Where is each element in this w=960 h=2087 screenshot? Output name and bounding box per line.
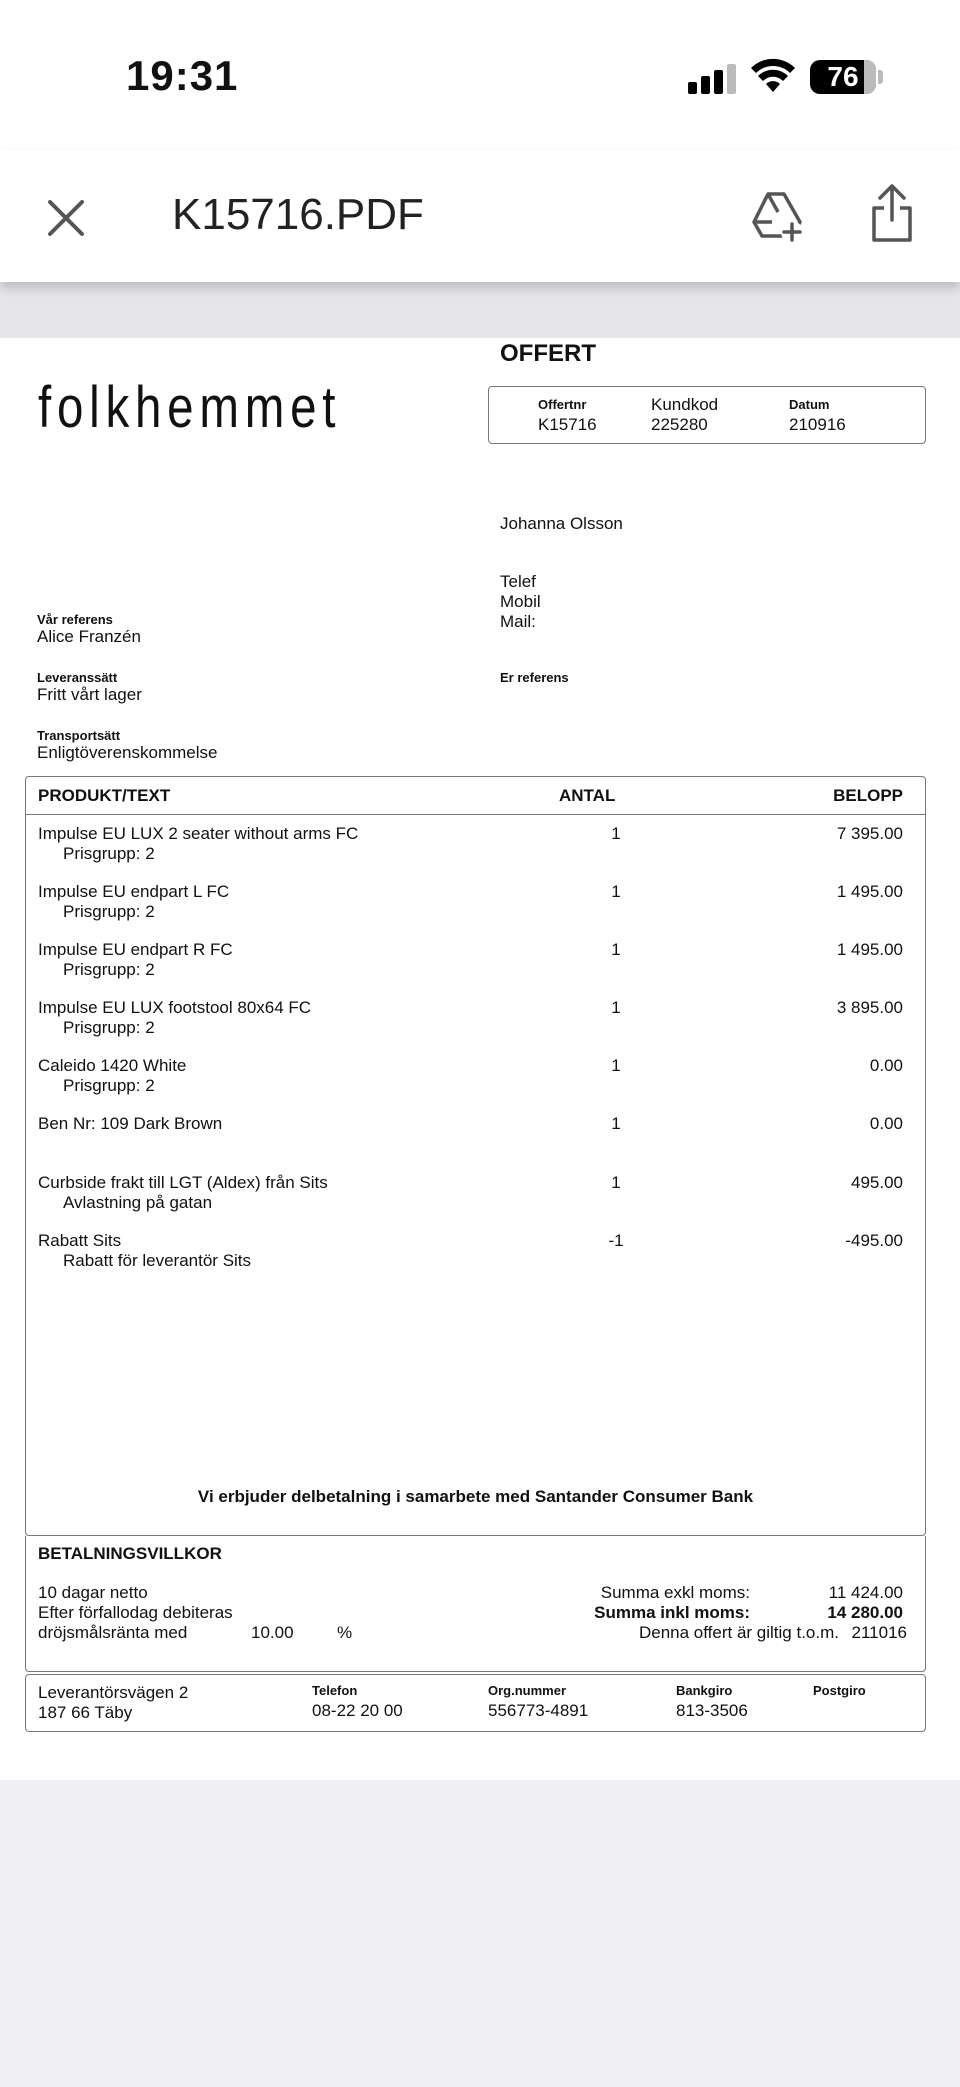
santander-note: Vi erbjuder delbetalning i samarbete med Santander Consumer Bank xyxy=(197,1487,754,1506)
terms-line-2: Efter förfallodag debiteras xyxy=(38,1603,233,1622)
battery-level: 76 xyxy=(827,61,859,92)
customer-code: Kundkod 225280 xyxy=(651,395,719,434)
table-row: Impulse EU LUX 2 seater without arms FC Prisgrupp: 2 1 7 395.00 xyxy=(38,824,903,863)
company-postgiro: Postgiro xyxy=(813,1683,866,1698)
sum-incl-value: 14 280.00 xyxy=(827,1603,903,1622)
our-reference: Vår referens Alice Franzén xyxy=(37,612,141,646)
company-address: Leverantörsvägen 2 187 66 Täby xyxy=(38,1683,189,1722)
payment-terms-title: BETALNINGSVILLKOR xyxy=(38,1544,222,1563)
company-org-number: Org.nummer 556773-4891 xyxy=(488,1683,589,1720)
table-row: Ben Nr: 109 Dark Brown 1 0.00 xyxy=(38,1114,903,1133)
your-reference: Er referens xyxy=(500,670,569,685)
table-header xyxy=(26,777,925,815)
file-title: K15716.PDF xyxy=(172,190,424,239)
viewer-header xyxy=(0,150,960,282)
table-row: Curbside frakt till LGT (Aldex) från Sits Avlastning på gatan 1 495.00 xyxy=(38,1173,903,1212)
battery-icon xyxy=(810,60,876,94)
sum-excl-label: Summa exkl moms: xyxy=(600,1583,750,1602)
interest-percent: % xyxy=(337,1623,353,1642)
customer-name: Johanna Olsson xyxy=(500,514,623,533)
terms-line-3: dröjsmålsränta med xyxy=(38,1623,188,1642)
sum-incl-label: Summa inkl moms: xyxy=(594,1603,750,1622)
page-gap xyxy=(0,282,960,338)
company-footer xyxy=(25,1674,926,1732)
table-row: Impulse EU endpart R FC Prisgrupp: 2 1 1 495.00 xyxy=(38,940,903,979)
valid-until-date: 211016 xyxy=(851,1623,907,1642)
valid-until-label: Denna offert är giltig t.o.m. xyxy=(638,1623,839,1642)
pdf-page xyxy=(0,338,960,1780)
cellular-signal-icon xyxy=(688,64,736,94)
battery-tip xyxy=(878,70,883,84)
table-row: Caleido 1420 White Prisgrupp: 2 1 0.00 xyxy=(38,1056,903,1095)
offer-info-box xyxy=(488,386,926,444)
doc-title: OFFERT xyxy=(500,340,596,367)
status-bar xyxy=(0,0,960,150)
add-to-drive-icon[interactable] xyxy=(750,188,806,244)
terms-line-1: 10 dagar netto xyxy=(38,1583,148,1602)
payment-terms-box xyxy=(25,1536,926,1672)
col-product: PRODUKT/TEXT xyxy=(38,786,171,805)
share-icon[interactable] xyxy=(868,182,916,244)
close-icon[interactable] xyxy=(44,196,88,240)
sum-excl-value: 11 424.00 xyxy=(828,1583,903,1602)
interest-rate: 10.00 xyxy=(251,1623,294,1642)
offer-date: Datum 210916 xyxy=(789,397,846,434)
offer-number: Offertnr K15716 xyxy=(538,397,597,434)
company-logo: folkhemmet xyxy=(38,375,342,440)
col-qty: ANTAL xyxy=(559,786,616,805)
table-row: Rabatt Sits Rabatt för leverantör Sits -1 -495.00 xyxy=(38,1231,903,1270)
wifi-icon xyxy=(750,58,796,94)
company-phone: Telefon 08-22 20 00 xyxy=(312,1683,403,1720)
col-amount: BELOPP xyxy=(833,786,903,805)
transport-method: Transportsätt Enligtöverenskommelse xyxy=(37,728,218,762)
delivery-method: Leveranssätt Fritt vårt lager xyxy=(37,670,142,704)
company-bankgiro: Bankgiro 813-3506 xyxy=(676,1683,748,1720)
status-time: 19:31 xyxy=(126,52,239,99)
product-table xyxy=(25,776,926,1536)
customer-contact: Telef Mobil Mail: xyxy=(500,572,541,631)
table-row: Impulse EU LUX footstool 80x64 FC Prisgrupp: 2 1 3 895.00 xyxy=(38,998,903,1037)
table-row: Impulse EU endpart L FC Prisgrupp: 2 1 1 495.00 xyxy=(38,882,903,921)
